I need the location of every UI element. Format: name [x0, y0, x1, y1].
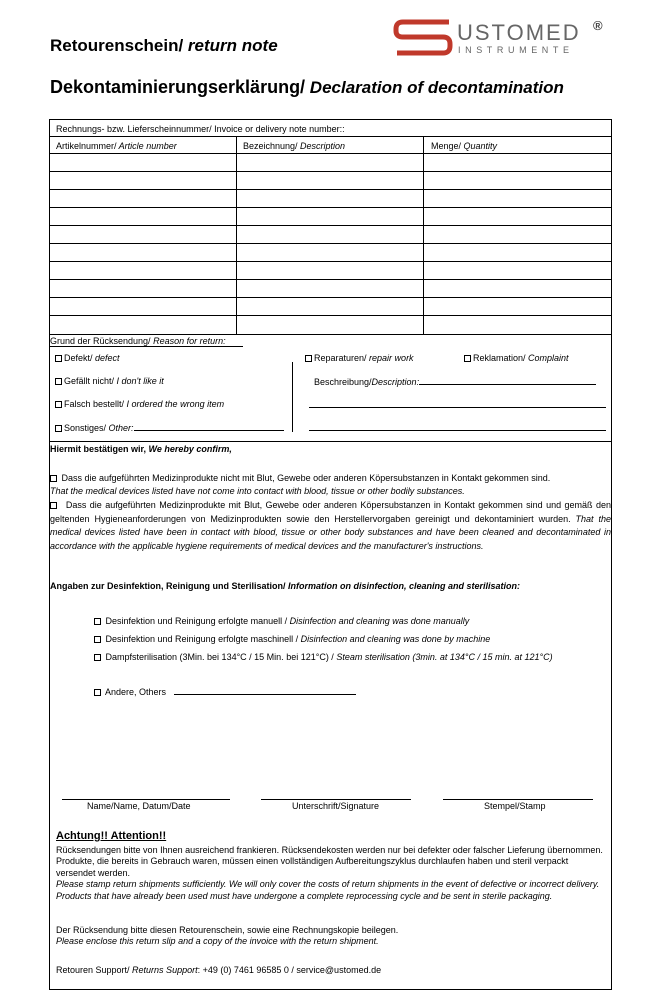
checkbox[interactable] — [50, 475, 57, 482]
table-column-divider — [423, 136, 424, 334]
logo-tagline: INSTRUMENTE — [458, 45, 574, 55]
divider — [49, 136, 612, 137]
reason-divider — [292, 362, 293, 432]
stamp-line[interactable] — [443, 799, 593, 800]
reason-complaint-option[interactable]: Reklamation/ Complaint — [464, 353, 569, 363]
disinfection-machine-option[interactable]: Desinfektion und Reinigung erfolgte maschinell / Disinfection and cleaning was done by machine — [94, 634, 490, 644]
confirm-heading: Hiermit bestätigen wir, We hereby confirm, — [50, 444, 232, 454]
table-row-line — [49, 225, 612, 226]
reason-wrong-item-option[interactable]: Falsch bestellt/ I ordered the wrong item — [55, 399, 224, 409]
other-input-line[interactable] — [134, 422, 284, 431]
description-input-line[interactable] — [419, 376, 596, 385]
checkbox[interactable] — [55, 401, 62, 408]
description-input-line[interactable] — [309, 407, 606, 408]
disinfection-manual-option[interactable]: Desinfektion und Reinigung erfolgte manuell / Disinfection and cleaning was done manually — [94, 616, 469, 626]
disinfection-heading: Angaben zur Desinfektion, Reinigung und Sterilisation/ Information on disinfection, cleaning and sterilisation: — [50, 581, 521, 591]
page-subtitle: Dekontaminierungserklärung/ Declaration of decontamination — [50, 77, 564, 97]
table-row-line — [49, 243, 612, 244]
checkbox[interactable] — [94, 618, 101, 625]
attention-enclose-text: Der Rücksendung bitte diesen Retourenschein, sowie eine Rechnungskopie beilegen. Please enclose this return slip and a copy of the invoice with the return shipment. — [56, 925, 399, 947]
checkbox[interactable] — [94, 636, 101, 643]
ustomed-logo-icon — [393, 18, 453, 56]
attention-heading: Achtung!! Attention!! — [56, 830, 167, 842]
reason-repair-option[interactable]: Reparaturen/ repair work — [305, 353, 414, 363]
reason-label: Grund der Rücksendung/ Reason for return: — [50, 336, 226, 346]
column-article-number: Artikelnummer/ Article number — [56, 141, 177, 151]
signature-line[interactable] — [261, 799, 411, 800]
attention-text: Rücksendungen bitte von Ihnen ausreichend frankieren. Rücksendekosten werden nur bei defekter oder falscher Lieferung übernommen. Produkte, die bereits in Gebrauch waren, müssen einen vollständigen Aufbereitungszyklus durchlaufen haben und steril verpackt versendet werden. Please stamp return shipments sufficiently. We will only cover the costs of return shipments in the event of defective or incorrect delivery. Products that have already been used must have undergone a complete reprocessing cycle and be sent in sterile packaging. — [56, 845, 603, 901]
description-input-line[interactable] — [309, 430, 606, 431]
checkbox[interactable] — [305, 355, 312, 362]
divider — [49, 346, 243, 347]
divider — [49, 441, 612, 442]
page-title: Retourenschein/ return note — [50, 36, 278, 55]
returns-support: Retouren Support/ Returns Support: +49 (0) 7461 96585 0 / service@ustomed.de — [56, 965, 382, 975]
reason-defect-option[interactable]: Defekt/ defect — [55, 353, 120, 363]
disinfection-other-option[interactable]: Andere, Others — [94, 686, 356, 697]
table-row-line — [49, 279, 612, 280]
table-column-divider — [236, 136, 237, 334]
table-row-line — [49, 189, 612, 190]
logo-name: USTOMED — [457, 20, 581, 45]
confirm-statement-2: Dass die aufgeführten Medizinprodukte mit Blut, Gewebe oder anderen Köpersubstanzen in Kontakt gekommen sind und gemäß den geltenden Hygieneanforderungen von Medizinprodukten sowie den Herstellervorgaben gereinigt und dekontaminiert wurden. That the medical devices listed have been in contact with blood, tissue or other body substances and have been cleaned and decontaminated in accordance with the applicable hygiene requirements of medical devices and the manufacturer's instructions. — [50, 500, 611, 551]
reason-other-option[interactable]: Sonstiges/ Other: — [55, 422, 284, 433]
other-input-line[interactable] — [174, 686, 356, 695]
table-row-line — [49, 315, 612, 316]
signature-label: Unterschrift/Signature — [292, 801, 380, 811]
checkbox[interactable] — [55, 355, 62, 362]
reason-dislike-option[interactable]: Gefällt nicht/ I don't like it — [55, 376, 164, 386]
table-row-line — [49, 153, 612, 154]
checkbox[interactable] — [464, 355, 471, 362]
checkbox[interactable] — [55, 378, 62, 385]
table-row-line — [49, 171, 612, 172]
invoice-number-label: Rechnungs- bzw. Lieferscheinnummer/ Invoice or delivery note number:: — [56, 124, 345, 134]
company-logo — [393, 18, 623, 58]
table-row-line — [49, 261, 612, 262]
table-row-line — [49, 207, 612, 208]
checkbox[interactable] — [50, 502, 57, 509]
confirm-statement-1: Dass die aufgeführten Medizinprodukte nicht mit Blut, Gewebe oder anderen Köpersubstanzen in Kontakt gekommen sind. That the medical devices listed have not come into contact with blood, tissue or other bodily substances. — [50, 473, 551, 496]
stamp-label: Stempel/Stamp — [484, 801, 546, 811]
name-date-line[interactable] — [62, 799, 230, 800]
checkbox[interactable] — [55, 425, 62, 432]
table-row-line — [49, 297, 612, 298]
column-quantity: Menge/ Quantity — [431, 141, 498, 151]
description-field[interactable]: Beschreibung/Description: — [314, 376, 596, 387]
column-description: Bezeichnung/ Description — [243, 141, 346, 151]
table-row-line — [49, 334, 612, 335]
name-date-label: Name/Name, Datum/Date — [87, 801, 191, 811]
steam-sterilisation-option[interactable]: Dampfsterilisation (3Min. bei 134°C / 15 Min. bei 121°C) / Steam sterilisation (3min. at 134°C / 15 min. at 121°C) — [94, 652, 553, 662]
registered-mark: ® — [593, 18, 603, 33]
checkbox[interactable] — [94, 689, 101, 696]
checkbox[interactable] — [94, 654, 101, 661]
